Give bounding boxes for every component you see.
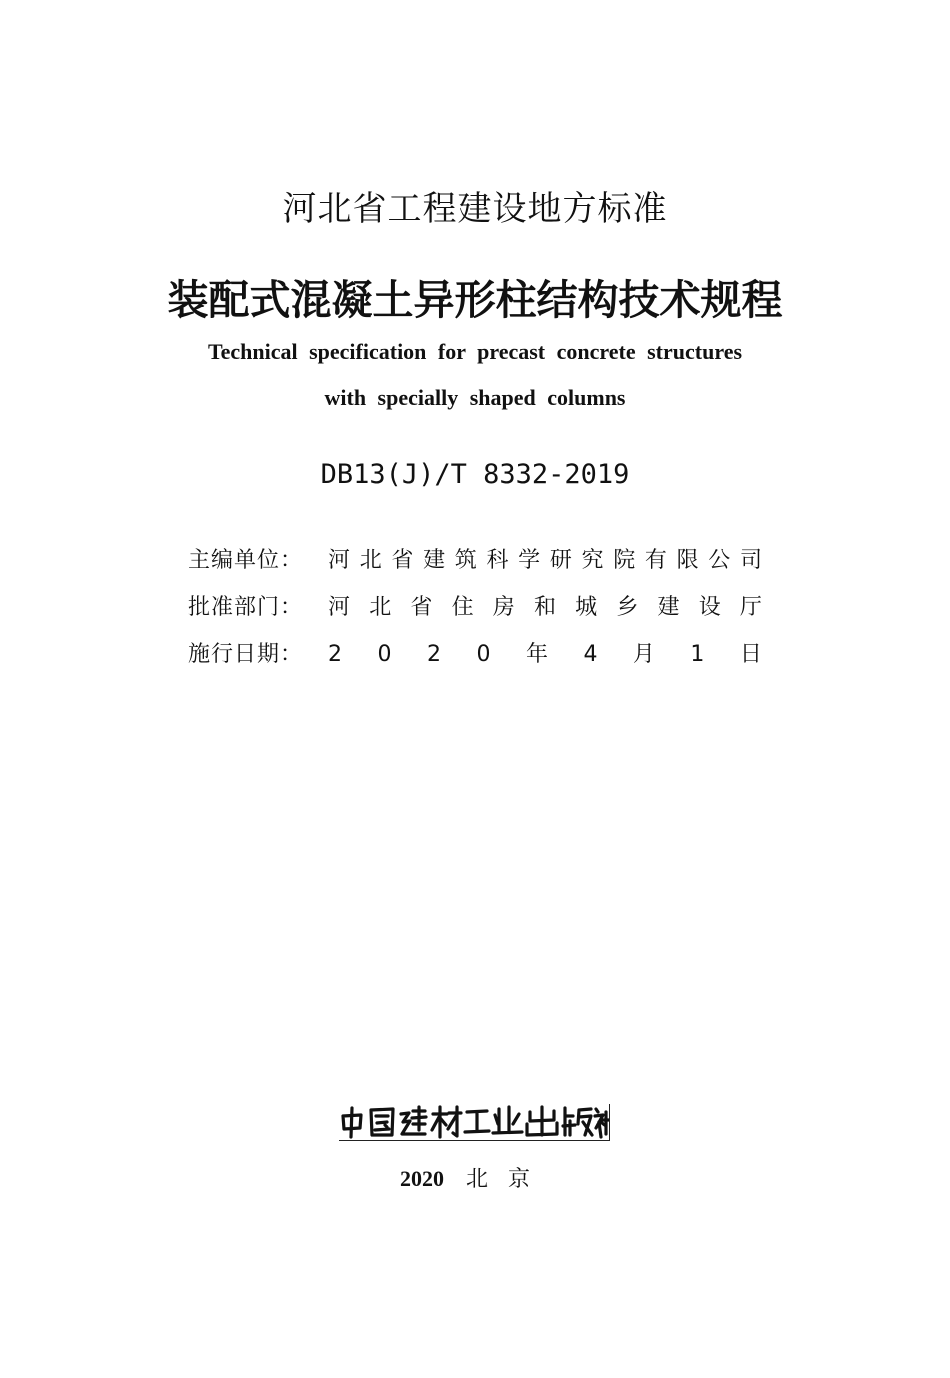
value-char: 北 — [359, 548, 382, 573]
publication-city: 北京 — [465, 1167, 550, 1192]
value-char: 院 — [613, 548, 636, 573]
value-char: 河 — [328, 595, 351, 620]
approver-value — [328, 590, 762, 626]
standard-number: DB13(J)/T 8332-2019 — [320, 459, 630, 490]
value-char: 省 — [391, 548, 414, 573]
imprint-line — [0, 1163, 950, 1196]
value-char: 科 — [486, 548, 509, 573]
value-char: 2 — [426, 642, 441, 667]
editor-value — [328, 543, 762, 579]
value-char: 0 — [377, 642, 392, 667]
value-char: 乡 — [616, 595, 639, 620]
value-char: 究 — [581, 548, 604, 573]
value-char: 日 — [739, 642, 762, 667]
effective-date-label: 施行日期： — [188, 642, 304, 667]
english-title-line-2: with specially shaped columns — [324, 385, 626, 410]
value-char: 年 — [525, 642, 548, 667]
value-char: 设 — [698, 595, 721, 620]
value-char: 筑 — [454, 548, 477, 573]
value-char: 学 — [518, 548, 541, 573]
value-char: 公 — [708, 548, 731, 573]
value-char: 限 — [676, 548, 699, 573]
value-char: 研 — [549, 548, 572, 573]
value-char: 司 — [739, 548, 762, 573]
value-char: 1 — [690, 642, 705, 667]
publication-year: 2020 — [399, 1166, 444, 1191]
value-char: 厅 — [739, 595, 762, 620]
value-char: 和 — [533, 595, 556, 620]
english-title-line-1: Technical specification for precast concrete structures — [207, 339, 743, 364]
effective-date-value — [328, 637, 762, 673]
value-char: 房 — [492, 595, 515, 620]
publisher-calligraphy-logo — [339, 1104, 609, 1140]
value-char: 北 — [369, 595, 392, 620]
value-char: 建 — [657, 595, 680, 620]
value-char: 住 — [451, 595, 474, 620]
value-char: 有 — [644, 548, 667, 573]
value-char: 城 — [575, 595, 598, 620]
value-char: 2 — [328, 642, 342, 667]
publisher-logo — [339, 1104, 610, 1141]
series-title: 河北省工程建设地方标准 — [282, 189, 668, 229]
value-char: 0 — [476, 642, 491, 667]
value-char: 省 — [410, 595, 433, 620]
approver-label: 批准部门： — [188, 595, 304, 620]
main-title: 装配式混凝土异形柱结构技术规程 — [167, 276, 783, 324]
value-char: 河 — [328, 548, 351, 573]
editor-label: 主编单位： — [188, 548, 304, 573]
value-char: 月 — [632, 642, 655, 667]
value-char: 建 — [423, 548, 446, 573]
value-char: 4 — [583, 642, 598, 667]
